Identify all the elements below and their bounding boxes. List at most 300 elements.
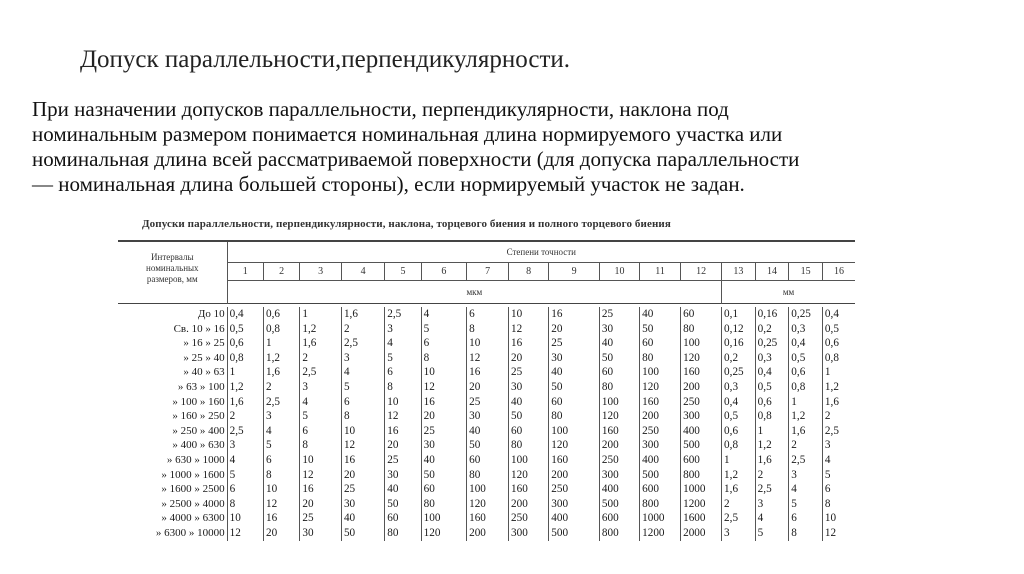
table-cell: 60	[549, 395, 600, 410]
table-cell: 12	[263, 497, 299, 512]
table-cell: 80	[467, 468, 509, 483]
table-cell: 500	[549, 526, 600, 541]
table-row	[118, 468, 855, 483]
table-cell: 50	[640, 322, 681, 337]
table-cell: 2000	[681, 526, 722, 541]
table-cell: 100	[681, 336, 722, 351]
table-cell: 8	[822, 497, 855, 512]
units-row	[118, 281, 855, 304]
table-cell: 0,8	[722, 438, 756, 453]
interval-label: » 40 » 63	[183, 366, 225, 379]
table-cell: 25	[341, 482, 384, 497]
table-cell: 50	[467, 438, 509, 453]
table-cell: 40	[509, 395, 549, 410]
table-cell: 20	[467, 380, 509, 395]
table-cell: 25	[385, 453, 421, 468]
table-cell: 10	[467, 336, 509, 351]
table-cell: 4	[822, 453, 855, 468]
table-cell: 12	[341, 438, 384, 453]
tolerance-table	[118, 240, 855, 541]
table-cell: 40	[385, 482, 421, 497]
table-cell: 20	[509, 351, 549, 366]
table-cell: 60	[421, 482, 466, 497]
table-cell: 60	[467, 453, 509, 468]
interval-label: » 25 » 40	[183, 351, 225, 364]
interval-header-line: размеров, мм	[146, 274, 198, 284]
table-cell: 4	[385, 336, 421, 351]
table-cell: 6	[822, 482, 855, 497]
table-cell: 1600	[681, 511, 722, 526]
table-cell: 25	[467, 395, 509, 410]
table-cell: 6	[341, 395, 384, 410]
table-header-row	[118, 241, 855, 263]
table-cell: 1,6	[755, 453, 789, 468]
grade-header-cell: 5	[385, 263, 421, 281]
table-cell: 4	[263, 424, 299, 439]
table-cell: 100	[467, 482, 509, 497]
table-cell: 6	[421, 336, 466, 351]
table-cell: 0,3	[722, 380, 756, 395]
table-cell: 40	[421, 453, 466, 468]
table-cell: 400	[681, 424, 722, 439]
slide-title: Допуск параллельности,перпендикулярности.	[80, 46, 571, 73]
table-cell: 5	[300, 409, 342, 424]
table-cell: 3	[755, 497, 789, 512]
table-cell: 20	[385, 438, 421, 453]
table-cell: 4	[789, 482, 823, 497]
grade-header-cell: 16	[822, 263, 855, 281]
grade-header-cell: 7	[467, 263, 509, 281]
table-cell: 1,2	[300, 322, 342, 337]
table-cell: 2,5	[341, 336, 384, 351]
table-cell: 0,4	[227, 307, 263, 322]
table-cell: 3	[263, 409, 299, 424]
tolerance-table-figure	[118, 218, 855, 539]
table-cell: 160	[599, 424, 639, 439]
grade-numbers-row	[118, 263, 855, 281]
table-cell: 0,1	[722, 307, 756, 322]
table-cell: 3	[300, 380, 342, 395]
table-cell: 0,6	[227, 336, 263, 351]
grade-header-cell: 3	[300, 263, 342, 281]
table-cell: 160	[549, 453, 600, 468]
table-cell: 2	[341, 322, 384, 337]
table-cell: 600	[599, 511, 639, 526]
table-row	[118, 526, 855, 541]
table-cell: 2,5	[227, 424, 263, 439]
table-cell: 25	[300, 511, 342, 526]
table-cell: 80	[385, 526, 421, 541]
table-cell: 100	[421, 511, 466, 526]
interval-label: » 16 » 25	[183, 337, 225, 350]
table-cell: 0,6	[822, 336, 855, 351]
table-cell: 60	[509, 424, 549, 439]
table-cell: 50	[549, 380, 600, 395]
table-cell: 0,5	[789, 351, 823, 366]
table-row	[118, 438, 855, 453]
grade-header-cell: 6	[421, 263, 466, 281]
table-cell: 400	[599, 482, 639, 497]
table-cell: 1,6	[789, 424, 823, 439]
table-row	[118, 453, 855, 468]
table-cell: 0,2	[755, 322, 789, 337]
table-cell: 0,4	[755, 365, 789, 380]
table-cell: 2,5	[263, 395, 299, 410]
table-cell: 3	[722, 526, 756, 541]
table-cell: 3	[227, 438, 263, 453]
table-cell: 3	[822, 438, 855, 453]
interval-label: » 4000 » 6300	[161, 512, 225, 525]
table-cell: 30	[599, 322, 639, 337]
table-cell: 4	[421, 307, 466, 322]
table-row	[118, 511, 855, 526]
table-cell: 50	[385, 497, 421, 512]
table-cell: 5	[822, 468, 855, 483]
table-cell: 600	[681, 453, 722, 468]
table-cell: 1,6	[341, 307, 384, 322]
table-cell: 12	[421, 380, 466, 395]
table-row	[118, 482, 855, 497]
table-cell: 120	[640, 380, 681, 395]
table-cell: 20	[341, 468, 384, 483]
interval-label: » 100 » 160	[172, 395, 225, 408]
table-cell: 50	[509, 409, 549, 424]
table-cell: 500	[640, 468, 681, 483]
table-cell: 100	[509, 453, 549, 468]
table-cell: 10	[263, 482, 299, 497]
table-cell: 20	[263, 526, 299, 541]
interval-label: » 1600 » 2500	[161, 483, 225, 496]
table-cell: 120	[549, 438, 600, 453]
table-row	[118, 497, 855, 512]
table-cell: 16	[549, 307, 600, 322]
table-cell: 60	[385, 511, 421, 526]
table-cell: 200	[599, 438, 639, 453]
table-cell: 50	[599, 351, 639, 366]
table-cell: 200	[509, 497, 549, 512]
table-cell: 4	[755, 511, 789, 526]
table-cell: 160	[640, 395, 681, 410]
table-cell: 16	[421, 395, 466, 410]
table-cell: 80	[421, 497, 466, 512]
table-cell: 200	[681, 380, 722, 395]
table-cell: 16	[341, 453, 384, 468]
table-cell: 40	[599, 336, 639, 351]
grade-header-cell: 9	[549, 263, 600, 281]
table-cell: 0,25	[755, 336, 789, 351]
paragraph-line: — номинальная длина большей стороны), если нормируемый участок не задан.	[32, 172, 745, 196]
interval-label: » 630 » 1000	[166, 453, 225, 466]
table-cell: 200	[549, 468, 600, 483]
table-cell: 4	[227, 453, 263, 468]
table-cell: 40	[467, 424, 509, 439]
table-cell: 10	[822, 511, 855, 526]
table-row	[118, 365, 855, 380]
table-cell: 1200	[640, 526, 681, 541]
table-caption: Допуски параллельности, перпендикулярности, наклона, торцевого биения и полного торцевого биения	[142, 218, 671, 230]
table-cell: 300	[681, 409, 722, 424]
table-cell: 2	[789, 438, 823, 453]
table-cell: 30	[467, 409, 509, 424]
table-cell: 4	[341, 365, 384, 380]
table-cell: 10	[421, 365, 466, 380]
table-cell: 0,8	[822, 351, 855, 366]
table-cell: 8	[300, 438, 342, 453]
interval-label: » 160 » 250	[172, 410, 225, 423]
table-body	[118, 307, 855, 541]
table-cell: 800	[640, 497, 681, 512]
table-cell: 8	[789, 526, 823, 541]
table-cell: 1000	[681, 482, 722, 497]
table-cell: 4	[300, 395, 342, 410]
interval-label: » 2500 » 4000	[161, 497, 225, 510]
grades-header: Степени точности	[227, 241, 855, 263]
table-cell: 25	[509, 365, 549, 380]
grade-header-cell: 8	[509, 263, 549, 281]
table-cell: 800	[681, 468, 722, 483]
table-cell: 2,5	[300, 365, 342, 380]
table-cell: 1200	[681, 497, 722, 512]
table-cell: 50	[341, 526, 384, 541]
table-cell: 10	[341, 424, 384, 439]
table-cell: 0,6	[722, 424, 756, 439]
table-cell: 5	[755, 526, 789, 541]
table-cell: 2,5	[822, 424, 855, 439]
table-cell: 1,2	[755, 438, 789, 453]
table-cell: 8	[385, 380, 421, 395]
table-cell: 0,5	[755, 380, 789, 395]
table-cell: 60	[681, 307, 722, 322]
table-cell: 250	[681, 395, 722, 410]
paragraph-line: номинальная длина всей рассматриваемой поверхности (для допуска параллельности	[32, 147, 800, 171]
table-cell: 5	[789, 497, 823, 512]
table-cell: 8	[421, 351, 466, 366]
table-cell: 1,2	[722, 468, 756, 483]
table-cell: 1	[263, 336, 299, 351]
table-cell: 0,4	[722, 395, 756, 410]
table-cell: 60	[599, 365, 639, 380]
table-cell: 40	[341, 511, 384, 526]
table-cell: 5	[263, 438, 299, 453]
table-cell: 0,8	[755, 409, 789, 424]
grade-header-cell: 11	[640, 263, 681, 281]
table-cell: 3	[385, 322, 421, 337]
table-cell: 0,5	[722, 409, 756, 424]
table-cell: 160	[509, 482, 549, 497]
interval-label: До 10	[197, 308, 225, 320]
table-cell: 30	[549, 351, 600, 366]
table-cell: 250	[640, 424, 681, 439]
table-cell: 2	[722, 497, 756, 512]
table-cell: 500	[681, 438, 722, 453]
interval-label: » 400 » 630	[172, 439, 225, 452]
interval-label: » 63 » 100	[177, 380, 225, 393]
table-cell: 1,2	[822, 380, 855, 395]
table-cell: 120	[467, 497, 509, 512]
table-cell: 6	[300, 424, 342, 439]
interval-label: Св. 10 » 16	[173, 322, 225, 335]
table-cell: 400	[549, 511, 600, 526]
table-cell: 250	[549, 482, 600, 497]
table-cell: 25	[599, 307, 639, 322]
table-cell: 12	[822, 526, 855, 541]
table-cell: 0,16	[755, 307, 789, 322]
table-row	[118, 424, 855, 439]
table-cell: 80	[640, 351, 681, 366]
table-cell: 80	[549, 409, 600, 424]
table-cell: 2,5	[385, 307, 421, 322]
table-cell: 5	[385, 351, 421, 366]
table-cell: 2,5	[789, 453, 823, 468]
table-cell: 120	[599, 409, 639, 424]
table-cell: 80	[681, 322, 722, 337]
table-cell: 2,5	[722, 511, 756, 526]
table-row	[118, 336, 855, 351]
table-cell: 120	[681, 351, 722, 366]
grade-header-cell: 10	[599, 263, 639, 281]
table-cell: 0,25	[789, 307, 823, 322]
table-cell: 25	[421, 424, 466, 439]
table-cell: 0,3	[789, 322, 823, 337]
table-cell: 800	[599, 526, 639, 541]
table-cell: 20	[300, 497, 342, 512]
table-cell: 0,5	[227, 322, 263, 337]
table-cell: 60	[640, 336, 681, 351]
table-cell: 8	[227, 497, 263, 512]
paragraph-line: номинальным размером понимается номинальная длина нормируемого участка или	[32, 122, 783, 146]
table-cell: 1,6	[822, 395, 855, 410]
grade-header-cell: 13	[722, 263, 756, 281]
table-cell: 12	[227, 526, 263, 541]
table-cell: 6	[789, 511, 823, 526]
table-cell: 5	[227, 468, 263, 483]
table-cell: 300	[549, 497, 600, 512]
table-cell: 0,3	[755, 351, 789, 366]
unit-mm-header: мм	[722, 281, 855, 304]
table-cell: 6	[385, 365, 421, 380]
table-cell: 0,6	[789, 365, 823, 380]
table-cell: 20	[549, 322, 600, 337]
table-cell: 1,6	[263, 365, 299, 380]
table-cell: 3	[789, 468, 823, 483]
table-cell: 200	[640, 409, 681, 424]
table-cell: 80	[599, 380, 639, 395]
table-cell: 1	[722, 453, 756, 468]
table-cell: 1	[789, 395, 823, 410]
table-cell: 6	[467, 307, 509, 322]
table-cell: 12	[509, 322, 549, 337]
interval-label: » 6300 » 10000	[155, 526, 225, 539]
table-cell: 0,8	[227, 351, 263, 366]
grade-header-cell: 15	[789, 263, 823, 281]
table-cell: 20	[421, 409, 466, 424]
table-cell: 1,2	[789, 409, 823, 424]
grade-header-cell: 12	[681, 263, 722, 281]
table-cell: 8	[263, 468, 299, 483]
table-cell: 300	[599, 468, 639, 483]
table-cell: 0,16	[722, 336, 756, 351]
table-cell: 10	[300, 453, 342, 468]
table-cell: 30	[385, 468, 421, 483]
table-cell: 1	[227, 365, 263, 380]
interval-label: » 250 » 400	[172, 424, 225, 437]
table-cell: 600	[640, 482, 681, 497]
table-cell: 30	[341, 497, 384, 512]
table-cell: 12	[467, 351, 509, 366]
table-cell: 5	[341, 380, 384, 395]
table-cell: 100	[549, 424, 600, 439]
table-cell: 2	[300, 351, 342, 366]
table-cell: 2	[227, 409, 263, 424]
table-row	[118, 409, 855, 424]
grade-header-cell: 4	[341, 263, 384, 281]
table-cell: 12	[385, 409, 421, 424]
interval-label: » 1000 » 1600	[161, 468, 225, 481]
table-row	[118, 307, 855, 322]
table-cell: 8	[467, 322, 509, 337]
table-cell: 250	[599, 453, 639, 468]
interval-header-line: номинальных	[146, 263, 199, 273]
table-cell: 10	[509, 307, 549, 322]
table-cell: 1	[300, 307, 342, 322]
table-cell: 5	[421, 322, 466, 337]
table-cell: 2	[822, 409, 855, 424]
table-cell: 8	[341, 409, 384, 424]
table-cell: 3	[341, 351, 384, 366]
table-cell: 0,12	[722, 322, 756, 337]
grade-header-cell: 1	[227, 263, 263, 281]
table-row	[118, 395, 855, 410]
table-cell: 160	[467, 511, 509, 526]
table-cell: 0,5	[822, 322, 855, 337]
table-cell: 30	[509, 380, 549, 395]
table-cell: 80	[509, 438, 549, 453]
table-cell: 500	[599, 497, 639, 512]
table-row	[118, 351, 855, 366]
table-cell: 16	[263, 511, 299, 526]
table-cell: 0,25	[722, 365, 756, 380]
table-cell: 1	[755, 424, 789, 439]
table-cell: 1,6	[300, 336, 342, 351]
table-cell: 250	[509, 511, 549, 526]
table-cell: 0,2	[722, 351, 756, 366]
table-cell: 0,6	[263, 307, 299, 322]
table-cell: 0,4	[789, 336, 823, 351]
table-cell: 160	[681, 365, 722, 380]
table-cell: 1	[822, 365, 855, 380]
table-cell: 50	[421, 468, 466, 483]
table-cell: 25	[549, 336, 600, 351]
table-cell: 6	[263, 453, 299, 468]
table-cell: 30	[421, 438, 466, 453]
table-cell: 100	[640, 365, 681, 380]
table-cell: 2	[755, 468, 789, 483]
slide-paragraph	[32, 97, 992, 197]
table-cell: 0,8	[263, 322, 299, 337]
table-cell: 1000	[640, 511, 681, 526]
table-cell: 40	[640, 307, 681, 322]
table-cell: 1,2	[227, 380, 263, 395]
table-cell: 1,6	[722, 482, 756, 497]
table-cell: 16	[385, 424, 421, 439]
table-cell: 0,6	[755, 395, 789, 410]
table-cell: 0,4	[822, 307, 855, 322]
table-cell: 300	[509, 526, 549, 541]
table-cell: 0,8	[789, 380, 823, 395]
interval-header	[118, 241, 227, 304]
table-row	[118, 380, 855, 395]
unit-um-header: мкм	[227, 281, 721, 304]
